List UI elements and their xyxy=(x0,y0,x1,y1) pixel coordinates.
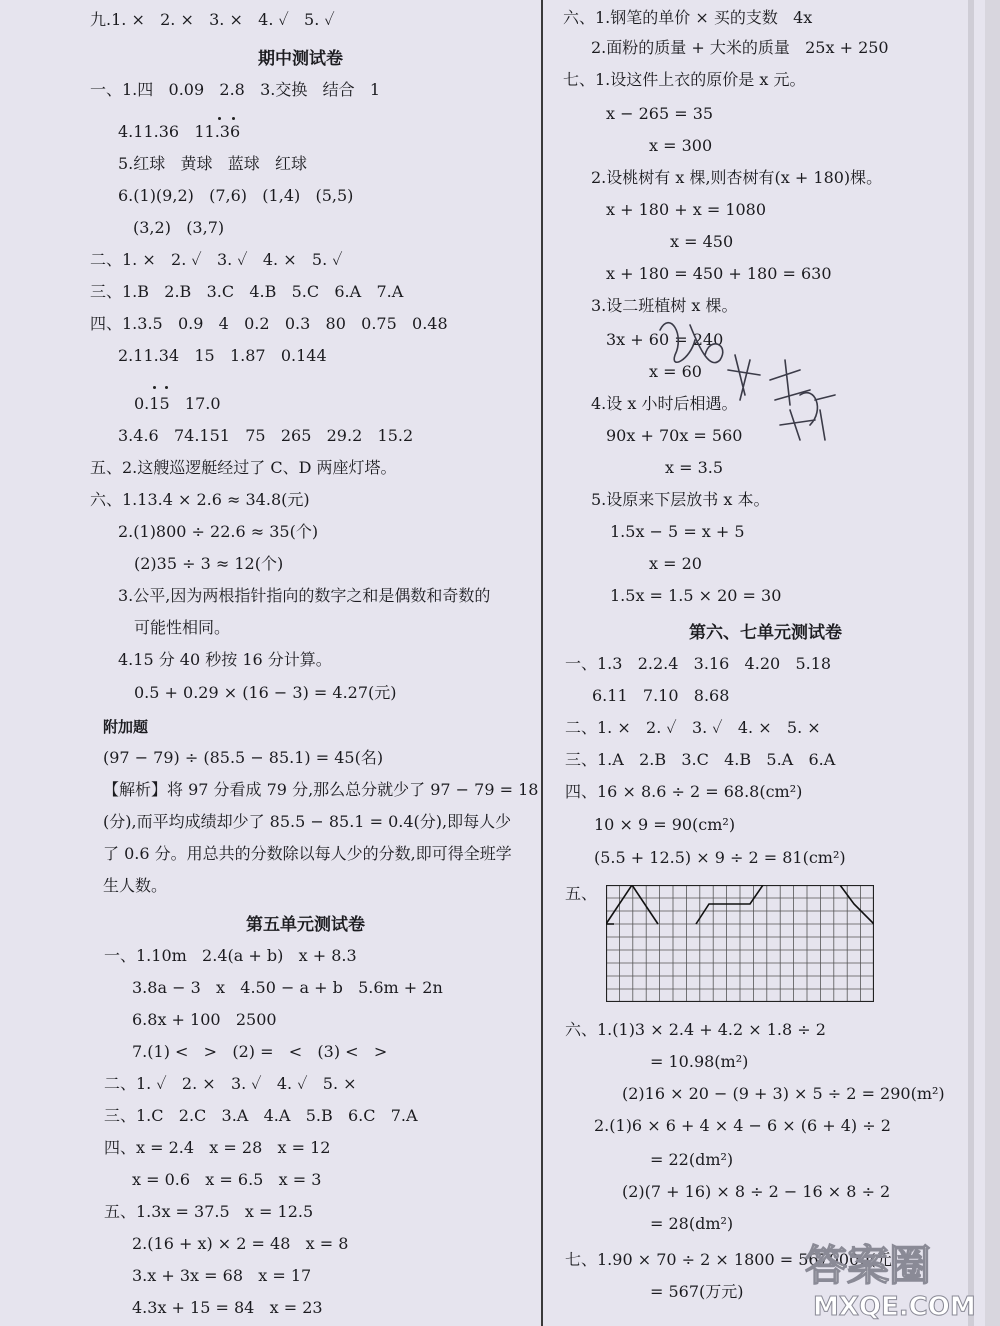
right-line-7: x + 180 + x = 1080 xyxy=(606,200,767,219)
left-line-1: 九.1. × 2. × 3. × 4. ✓ 5. ✓ xyxy=(90,10,335,29)
right-line-32: = 22(dm²) xyxy=(650,1150,734,1169)
left-line-20: 0.5 + 0.29 × (16 − 3) = 4.27(元) xyxy=(134,683,397,702)
left-line-21: (97 − 79) ÷ (85.5 − 85.1) = 45(名) xyxy=(103,748,384,767)
left-line-12: 3.4.6 74.151 75 265 29.2 15.2 xyxy=(118,426,414,445)
right-line-4: x − 265 = 35 xyxy=(606,104,714,123)
left-line-23: (分),而平均成绩却少了 85.5 − 85.1 = 0.4(分),即每人少 xyxy=(103,812,512,831)
right-line-31: 2.(1)6 × 6 + 4 × 4 − 6 × (6 + 4) ÷ 2 xyxy=(594,1116,891,1135)
svg-text:答案圈: 答案圈 xyxy=(805,1241,932,1290)
right-line-19: 1.5x = 1.5 × 20 = 30 xyxy=(610,586,782,605)
left-line-17: 3.公平,因为两根指针指向的数字之和是偶数和奇数的 xyxy=(118,586,491,605)
right-line-22: 二、1. × 2. ✓ 3. ✓ 4. × 5. × xyxy=(565,718,821,737)
right-line-30: (2)16 × 20 − (9 + 3) × 5 ÷ 2 = 290(m²) xyxy=(622,1084,945,1103)
right-line-21: 6.11 7.10 8.68 xyxy=(592,686,730,705)
right-line-29: = 10.98(m²) xyxy=(650,1052,749,1071)
left-line-8: 三、1.B 2.B 3.C 4.B 5.C 6.A 7.A xyxy=(90,282,404,301)
svg-text:MXQE.COM: MXQE.COM xyxy=(813,1292,976,1322)
left-line-34: 五、1.3x = 37.5 x = 12.5 xyxy=(104,1202,314,1221)
right-line-36: = 567(万元) xyxy=(650,1282,744,1301)
watermark-logo xyxy=(795,1225,995,1325)
left-line-32: 四、x = 2.4 x = 28 x = 12 xyxy=(104,1138,331,1157)
left-line-10: 2.11.34 15 1.87 0.144 xyxy=(118,346,327,365)
left-line-28: 6.8x + 100 2500 xyxy=(132,1010,277,1029)
left-line-7: 二、1. × 2. ✓ 3. ✓ 4. × 5. ✓ xyxy=(90,250,343,269)
right-line-28: 六、1.(1)3 × 2.4 + 4.2 × 1.8 ÷ 2 xyxy=(565,1020,826,1039)
right-line-9: x + 180 = 450 + 180 = 630 xyxy=(606,264,832,283)
left-line-36: 3.x + 3x = 68 x = 17 xyxy=(132,1266,312,1285)
left-line-35: 2.(16 + x) × 2 = 48 x = 8 xyxy=(132,1234,349,1253)
handwriting-scribble xyxy=(640,300,850,460)
right-line-27: 五、 xyxy=(565,884,598,903)
left-line-4: 5.红球 黄球 蓝球 红球 xyxy=(118,154,308,173)
right-line-33: (2)(7 + 16) × 8 ÷ 2 − 16 × 8 ÷ 2 xyxy=(622,1182,891,1201)
left-line-9: 四、1.3.5 0.9 4 0.2 0.3 80 0.75 0.48 xyxy=(90,314,448,333)
right-line-16: 5.设原来下层放书 x 本。 xyxy=(591,490,770,509)
page-edge xyxy=(968,0,974,1326)
right-line-35: 七、1.90 × 70 ÷ 2 × 1800 = 5670000(元) xyxy=(565,1250,898,1269)
left-line-27: 3.8a − 3 x 4.50 − a + b 5.6m + 2n xyxy=(132,978,443,997)
left-line-11: 0.15 17.0 xyxy=(134,394,221,413)
right-line-3: 七、1.设这件上衣的原价是 x 元。 xyxy=(563,70,806,89)
left-line-33: x = 0.6 x = 6.5 x = 3 xyxy=(132,1170,322,1189)
column-divider xyxy=(541,0,543,1326)
left-line-24: 了 0.6 分。用总共的分数除以每人少的分数,即可得全班学 xyxy=(103,844,512,863)
right-line-8: x = 450 xyxy=(670,232,734,251)
repeat-dot xyxy=(218,117,221,120)
right-line-6: 2.设桃树有 x 棵,则杏树有(x + 180)棵。 xyxy=(591,168,883,187)
right-line-25: 10 × 9 = 90(cm²) xyxy=(594,815,736,834)
repeat-dot xyxy=(153,386,156,389)
bonus-heading: 附加题 xyxy=(103,718,149,736)
right-line-12: x = 60 xyxy=(649,362,702,381)
left-line-5: 6.(1)(9,2) (7,6) (1,4) (5,5) xyxy=(118,186,354,205)
right-line-2: 2.面粉的质量 + 大米的质量 25x + 250 xyxy=(591,38,889,57)
left-line-25: 生人数。 xyxy=(103,876,168,895)
left-line-26: 一、1.10m 2.4(a + b) x + 8.3 xyxy=(104,946,357,965)
right-line-14: 90x + 70x = 560 xyxy=(606,426,743,445)
right-line-24: 四、16 × 8.6 ÷ 2 = 68.8(cm²) xyxy=(565,782,803,801)
section-title-unit5: 第五单元测试卷 xyxy=(246,915,365,935)
left-line-6: (3,2) (3,7) xyxy=(133,218,225,237)
left-line-2: 一、1.四 0.09 2.8 3.交换 结合 1 xyxy=(90,80,381,99)
left-line-18: 可能性相同。 xyxy=(134,618,231,637)
left-line-37: 4.3x + 15 = 84 x = 23 xyxy=(132,1298,323,1317)
left-line-15: 2.(1)800 ÷ 22.6 ≈ 35(个) xyxy=(118,522,319,541)
right-line-34: = 28(dm²) xyxy=(650,1214,734,1233)
left-line-31: 三、1.C 2.C 3.A 4.A 5.B 6.C 7.A xyxy=(104,1106,418,1125)
right-line-20: 一、1.3 2.2.4 3.16 4.20 5.18 xyxy=(565,654,832,673)
right-line-5: x = 300 xyxy=(649,136,713,155)
left-line-14: 六、1.13.4 × 2.6 ≈ 34.8(元) xyxy=(90,490,310,509)
left-line-19: 4.15 分 40 秒按 16 分计算。 xyxy=(118,650,332,669)
page-edge-outer xyxy=(985,0,1000,1326)
left-line-13: 五、2.这艘巡逻艇经过了 C、D 两座灯塔。 xyxy=(90,458,397,477)
right-line-15: x = 3.5 xyxy=(665,458,724,477)
left-line-16: (2)35 ÷ 3 ≈ 12(个) xyxy=(134,554,284,573)
right-line-18: x = 20 xyxy=(649,554,702,573)
left-line-3: 4.11.36 11.36 xyxy=(118,122,241,141)
left-line-29: 7.(1) < > (2) = < (3) < > xyxy=(132,1042,388,1061)
section-title-midterm: 期中测试卷 xyxy=(258,49,343,69)
left-line-30: 二、1. ✓ 2. × 3. ✓ 4. ✓ 5. × xyxy=(104,1074,357,1093)
right-line-13: 4.设 x 小时后相遇。 xyxy=(591,394,738,413)
section-title-unit67: 第六、七单元测试卷 xyxy=(689,623,842,643)
repeat-dot xyxy=(165,386,168,389)
right-line-1: 六、1.钢笔的单价 × 买的支数 4x xyxy=(563,8,813,27)
left-line-22: 【解析】将 97 分看成 79 分,那么总分就少了 97 − 79 = 18 xyxy=(103,780,539,799)
drawing-grid xyxy=(606,885,874,1002)
right-line-23: 三、1.A 2.B 3.C 4.B 5.A 6.A xyxy=(565,750,836,769)
repeat-dot xyxy=(232,117,235,120)
right-line-17: 1.5x − 5 = x + 5 xyxy=(610,522,745,541)
right-line-26: (5.5 + 12.5) × 9 ÷ 2 = 81(cm²) xyxy=(594,848,846,867)
right-line-11: 3x + 60 = 240 xyxy=(606,330,724,349)
right-line-10: 3.设二班植树 x 棵。 xyxy=(591,296,738,315)
